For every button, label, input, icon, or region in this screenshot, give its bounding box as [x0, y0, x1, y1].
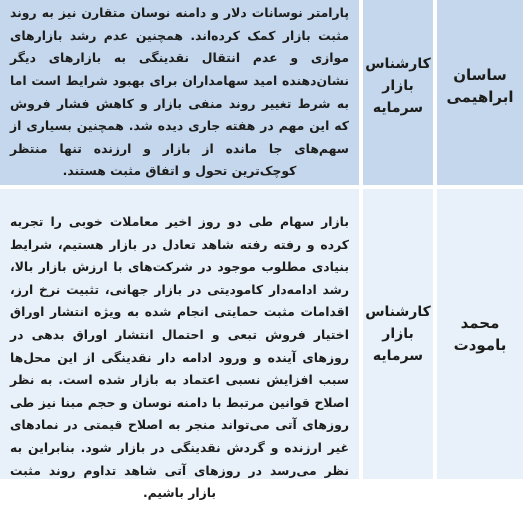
expert-title: کارشناس بازار سرمایه	[363, 189, 433, 479]
expert-title: کارشناس بازار سرمایه	[363, 0, 433, 185]
expert-opinion: پارامتر نوسانات دلار و دامنه نوسان متقارن نیز به روند مثبت بازار کمک کرده‌اند. همچنین عدم رشد بازارهای موازی و عدم انتقال نقدینگی به بازارهای دیگر نشان‌دهنده امید سهامداران برای بهبود شرایط است اما به شرط تغییر روند منفی بازار و کاهش فشار فروش که این مهم در هفته جاری دیده شد. همچنین بسیاری از سهم‌های جا مانده از بازار و ارزنده تنها منتظر کوچک‌ترین تحول و اتفاق مثبت هستند.	[0, 0, 359, 185]
expert-name: محمد بامودت	[437, 189, 523, 479]
expert-opinion: بازار سهام طی دو روز اخیر معاملات خوبی را تجربه کرده و رفته رفته شاهد تعادل در بازار هستیم، شرایط بنیادی مطلوب موجود در شرکت‌های با ارزش بازار بالا، رشد ادامه‌دار کامودیتی در بازار جهانی، تثبیت نرخ ارز، اقدامات مثبت حمایتی انجام شده به ویژه انتشار اوراق اختیار فروش تبعی و احتمال انتشار اوراق بدهی در روزهای آینده و ورود ادامه دار نقدینگی از این محل‌ها سبب افزایش نسبی اعتماد به بازار شده است. به نظر اصلاح قوانین مرتبط با دامنه نوسان و حجم مبنا نیز طی روزهای آتی می‌تواند منجر به اصلاح قیمتی در نمادهای غیر ارزنده و گردش نقدینگی در بازار شود. بنابراین به نظر می‌رسد در روزهای آتی شاهد تداوم روند مثبت بازار باشیم.	[0, 189, 359, 479]
table-row	[0, 189, 523, 501]
expert-name: ساسان ابراهیمی	[437, 0, 523, 185]
table-row	[0, 0, 523, 185]
